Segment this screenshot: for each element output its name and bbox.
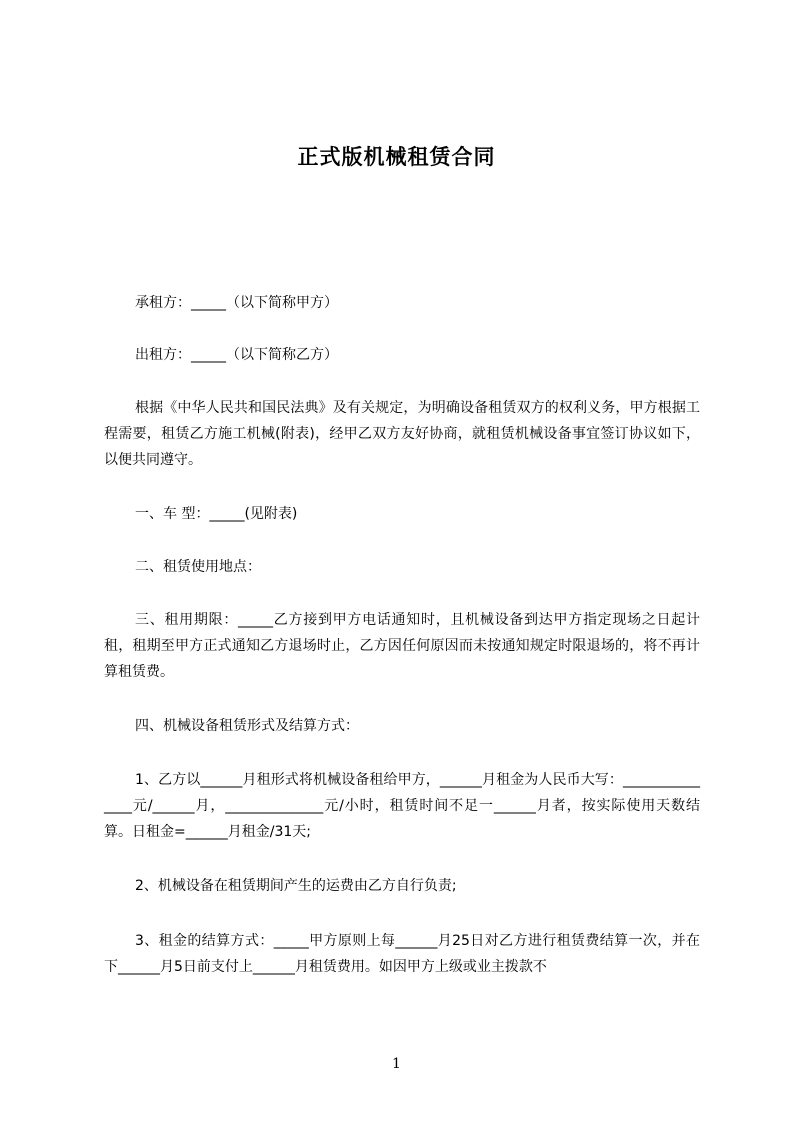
clause-4-item-2: 2、机械设备在租赁期间产生的运费由乙方自行负责;: [135, 878, 457, 894]
lessee-line: 承租方：_____（以下简称甲方）: [135, 295, 338, 311]
preamble-paragraph: 根据《中华人民共和国民法典》及有关规定，为明确设备租赁双方的权利义务，甲方根据工程需要，租赁乙方施工机械(附表)，经甲乙双方友好协商，就租赁机械设备事宜签订协议如下，以便共同遵守。: [104, 400, 700, 468]
clause-4-item-1: 1、乙方以______月租形式将机械设备租给甲方，______月租金为人民币大写：_______________元/______月，______________元/小时，租赁时间不足一______月者，按实际使用天数结算。日租金=______月租金/31天;: [104, 772, 700, 840]
lessor-line: 出租方：_____（以下简称乙方）: [135, 347, 338, 363]
clause-2-location: 二、租赁使用地点：: [135, 559, 261, 575]
clause-4-item-3: 3、租金的结算方式：_____甲方原则上每______月25日对乙方进行租赁费结算一次，并在下______月5日前支付上______月租赁费用。如因甲方上级或业主拨款不: [104, 933, 700, 975]
clause-1-vehicle-type: 一、车 型：_____(见附表): [135, 506, 298, 522]
page-number: 1: [392, 1056, 401, 1072]
document-title: 正式版机械租赁合同: [297, 145, 496, 169]
clause-3-term: 三、租用期限：_____乙方接到甲方电话通知时，且机械设备到达甲方指定现场之日起计租，租期至甲方正式通知乙方退场时止，乙方因任何原因而未按通知规定时限退场的，将不再计算租赁费。: [104, 612, 700, 680]
clause-4-heading: 四、机械设备租赁形式及结算方式：: [135, 718, 359, 734]
